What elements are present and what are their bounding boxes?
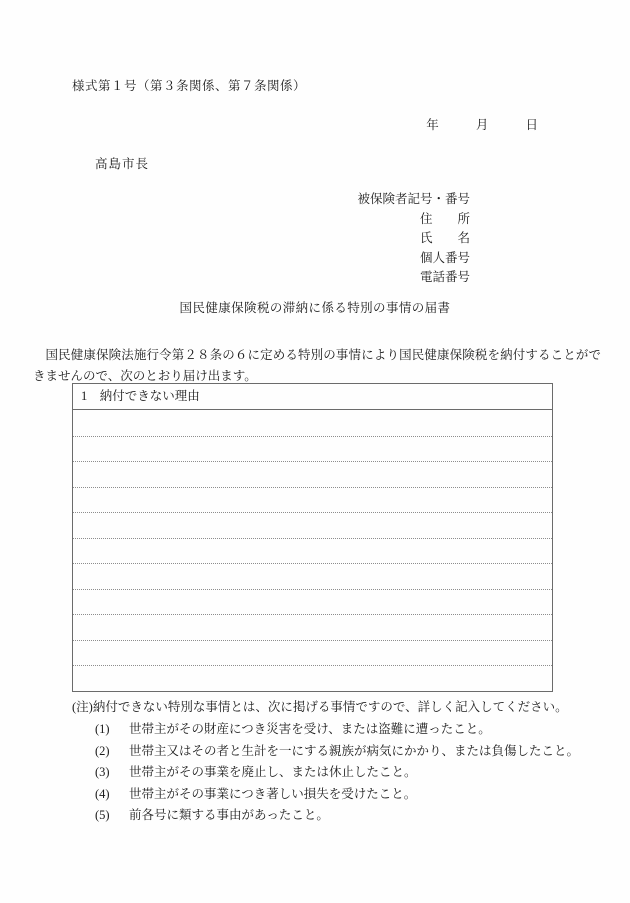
- form-number: 様式第１号（第３条関係、第７条関係）: [72, 79, 307, 93]
- document-title: 国民健康保険税の滞納に係る特別の事情の届書: [179, 301, 451, 315]
- writing-rule-line: [73, 589, 552, 590]
- writing-rule-line: [73, 436, 552, 437]
- note-item: [95, 719, 579, 741]
- writing-rule-line: [73, 487, 552, 488]
- field-name: 氏 名: [419, 231, 470, 245]
- note-item: [95, 805, 579, 827]
- reason-section-label: 納付できない理由: [99, 389, 200, 403]
- note-item: [95, 784, 579, 806]
- field-insured-symbol-number: 被保険者記号・番号: [357, 192, 470, 206]
- date-year-label: 年: [426, 118, 439, 132]
- writing-rule-line: [73, 512, 552, 513]
- note-item: [95, 762, 579, 784]
- note-item-marker: (4): [95, 786, 110, 801]
- date-month-label: 月: [475, 118, 489, 132]
- reason-table: [72, 383, 553, 692]
- note-item: [95, 741, 579, 763]
- note-item-marker: (2): [95, 743, 110, 758]
- note-item-list: [95, 719, 579, 827]
- applicant-info-block: [0, 190, 470, 288]
- reason-section-number: 1: [81, 389, 88, 403]
- note-item-marker: (3): [95, 765, 110, 779]
- field-address: 住 所: [419, 211, 470, 226]
- field-phone-number: 電話番号: [419, 270, 470, 284]
- note-item-text: 世帯主がその事業につき著しい損失を受けたこと。: [129, 786, 417, 801]
- writing-rule-line: [73, 461, 552, 462]
- writing-rule-line: [73, 538, 552, 539]
- body-paragraph: 国民健康保険法施行令第２８条の６に定める特別の事情により国民健康保険税を納付することができませんので、次のとおり届け出ます。: [33, 348, 601, 383]
- field-individual-number: 個人番号: [419, 250, 470, 265]
- writing-rule-line: [73, 563, 552, 564]
- note-item-marker: (1): [95, 722, 110, 736]
- date-entry-line: [0, 115, 538, 133]
- reason-entry-area[interactable]: [73, 410, 552, 691]
- note-item-text: 世帯主がその財産につき災害を受け、または盗難に遭ったこと。: [129, 722, 491, 736]
- note-item-text: 世帯主又はその者と生計を一にする親族が病気にかかり、または負傷したこと。: [129, 743, 580, 758]
- date-day-label: 日: [525, 118, 538, 132]
- writing-rule-line: [73, 640, 552, 641]
- note-item-text: 前各号に類する事由があったこと。: [129, 808, 329, 822]
- note-heading: (注)納付できない特別な事情とは、次に掲げる事情ですので、詳しく記入してください。: [72, 700, 568, 714]
- writing-rule-line: [73, 665, 552, 666]
- note-item-marker: (5): [95, 808, 110, 822]
- note-item-text: 世帯主がその事業を廃止し、または休止したこと。: [129, 765, 417, 779]
- writing-rule-line: [73, 614, 552, 615]
- addressee-mayor: 高島市長: [95, 157, 150, 171]
- reason-table-header: [73, 384, 552, 410]
